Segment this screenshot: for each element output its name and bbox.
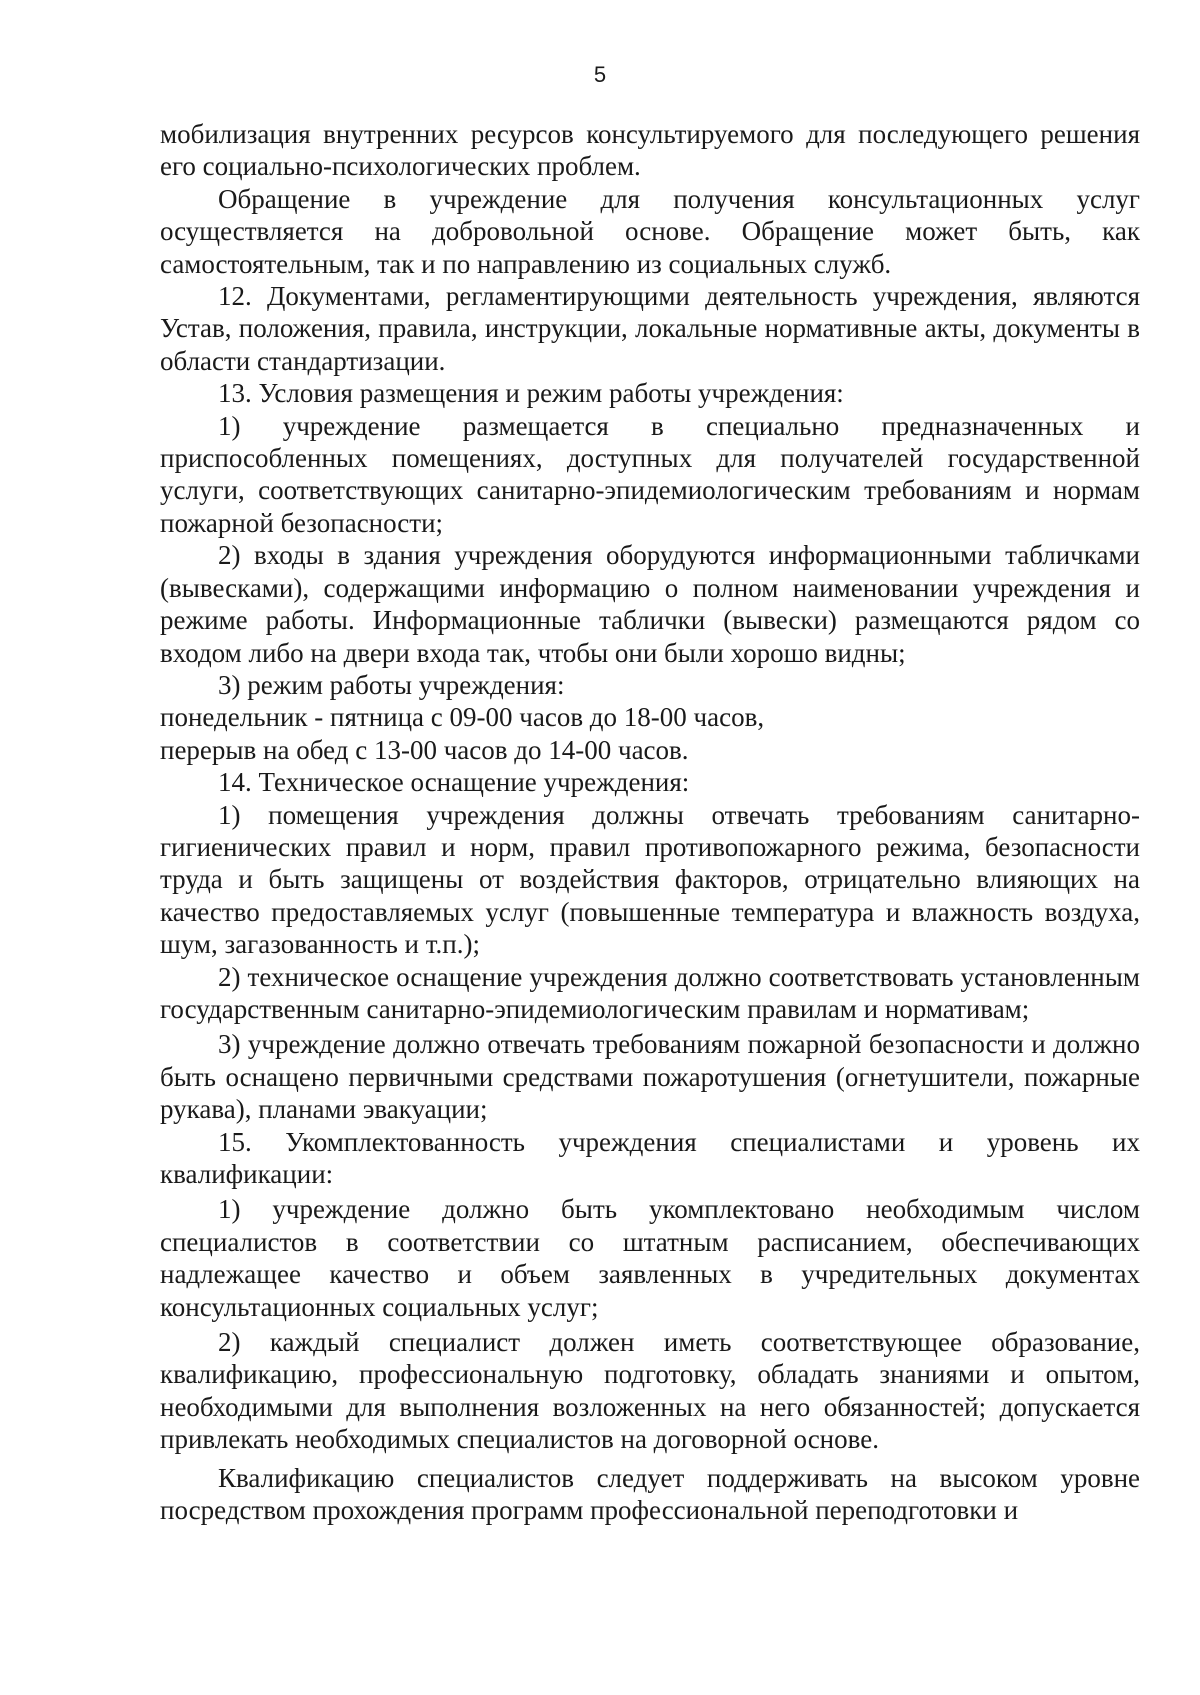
paragraph-item-14-2: 2) техническое оснащение учреждения должно соответствовать установленным государственным санитарно-эпидемиологическим правилам и нормативам; bbox=[160, 961, 1140, 1024]
paragraph-item-14-3: 3) учреждение должно отвечать требованиям пожарной безопасности и должно быть оснащено первичными средствами пожаротушения (огнетушители, пожарные рукава), планами эвакуации; bbox=[160, 1029, 1140, 1125]
paragraph-qualification: Квалификацию специалистов следует поддерживать на высоком уровне посредством прохождения программ профессиональной переподготовки и bbox=[160, 1462, 1140, 1526]
paragraph-item-13: 13. Условия размещения и режим работы учреждения: bbox=[218, 378, 844, 409]
paragraph-item-13-2: 2) входы в здания учреждения оборудуются информационными табличками (вывесками), содержащими информацию о полном наименовании учреждения и режиме работы. Информационные таблички (вывески) размещаются рядом со входом либо на двери входа так, чтобы они были хорошо видны; bbox=[160, 540, 1140, 668]
paragraph-item-14: 14. Техническое оснащение учреждения: bbox=[218, 767, 690, 798]
paragraph-item-14-1: 1) помещения учреждения должны отвечать требованиям санитарно-гигиенических правил и норм, правил противопожарного режима, безопасности труда и быть защищены от воздействия факторов, отрицательно влияющих на качество предоставляемых услуг (повышенные температура и влажность воздуха, шум, загазованность и т.п.); bbox=[160, 799, 1140, 960]
document-body bbox=[160, 118, 1140, 1526]
paragraph-item-12: 12. Документами, регламентирующими деятельность учреждения, являются Устав, положения, правила, инструкции, локальные нормативные акты, документы в области стандартизации. bbox=[160, 281, 1140, 376]
paragraph-item-13-3: 3) режим работы учреждения: bbox=[218, 669, 565, 700]
paragraph-item-13-1: 1) учреждение размещается в специально предназначенных и приспособленных помещениях, доступных для получателей государственной услуги, соответствующих санитарно-эпидемиологическим требованиям и нормам пожарной безопасности; bbox=[160, 410, 1140, 538]
paragraph-application-voluntary: Обращение в учреждение для получения консультационных услуг осуществляется на добровольной основе. Обращение может быть, как самостоятельным, так и по направлению из социальных служб. bbox=[160, 183, 1140, 279]
schedule-lunch-break: перерыв на обед с 13-00 часов до 14-00 часов. bbox=[160, 734, 689, 765]
paragraph-item-15-1: 1) учреждение должно быть укомплектовано необходимым числом специалистов в соответствии со штатным расписанием, обеспечивающих надлежащее качество и объем заявленных в учредительных документах консультационных социальных услуг; bbox=[160, 1194, 1140, 1322]
paragraph-continuation: мобилизация внутренних ресурсов консультируемого для последующего решения его социально-психологических проблем. bbox=[160, 119, 1140, 182]
page-number: 5 bbox=[593, 62, 607, 87]
schedule-weekdays: понедельник - пятница с 09-00 часов до 18-00 часов, bbox=[160, 702, 765, 733]
paragraph-item-15: 15. Укомплектованность учреждения специалистами и уровень их квалификации: bbox=[160, 1126, 1140, 1189]
paragraph-item-15-2: 2) каждый специалист должен иметь соответствующее образование, квалификацию, профессиональную подготовку, обладать знаниями и опытом, необходимыми для выполнения возложенных на него обязанностей; допускается привлекать необходимых специалистов на договорной основе. bbox=[160, 1327, 1140, 1455]
